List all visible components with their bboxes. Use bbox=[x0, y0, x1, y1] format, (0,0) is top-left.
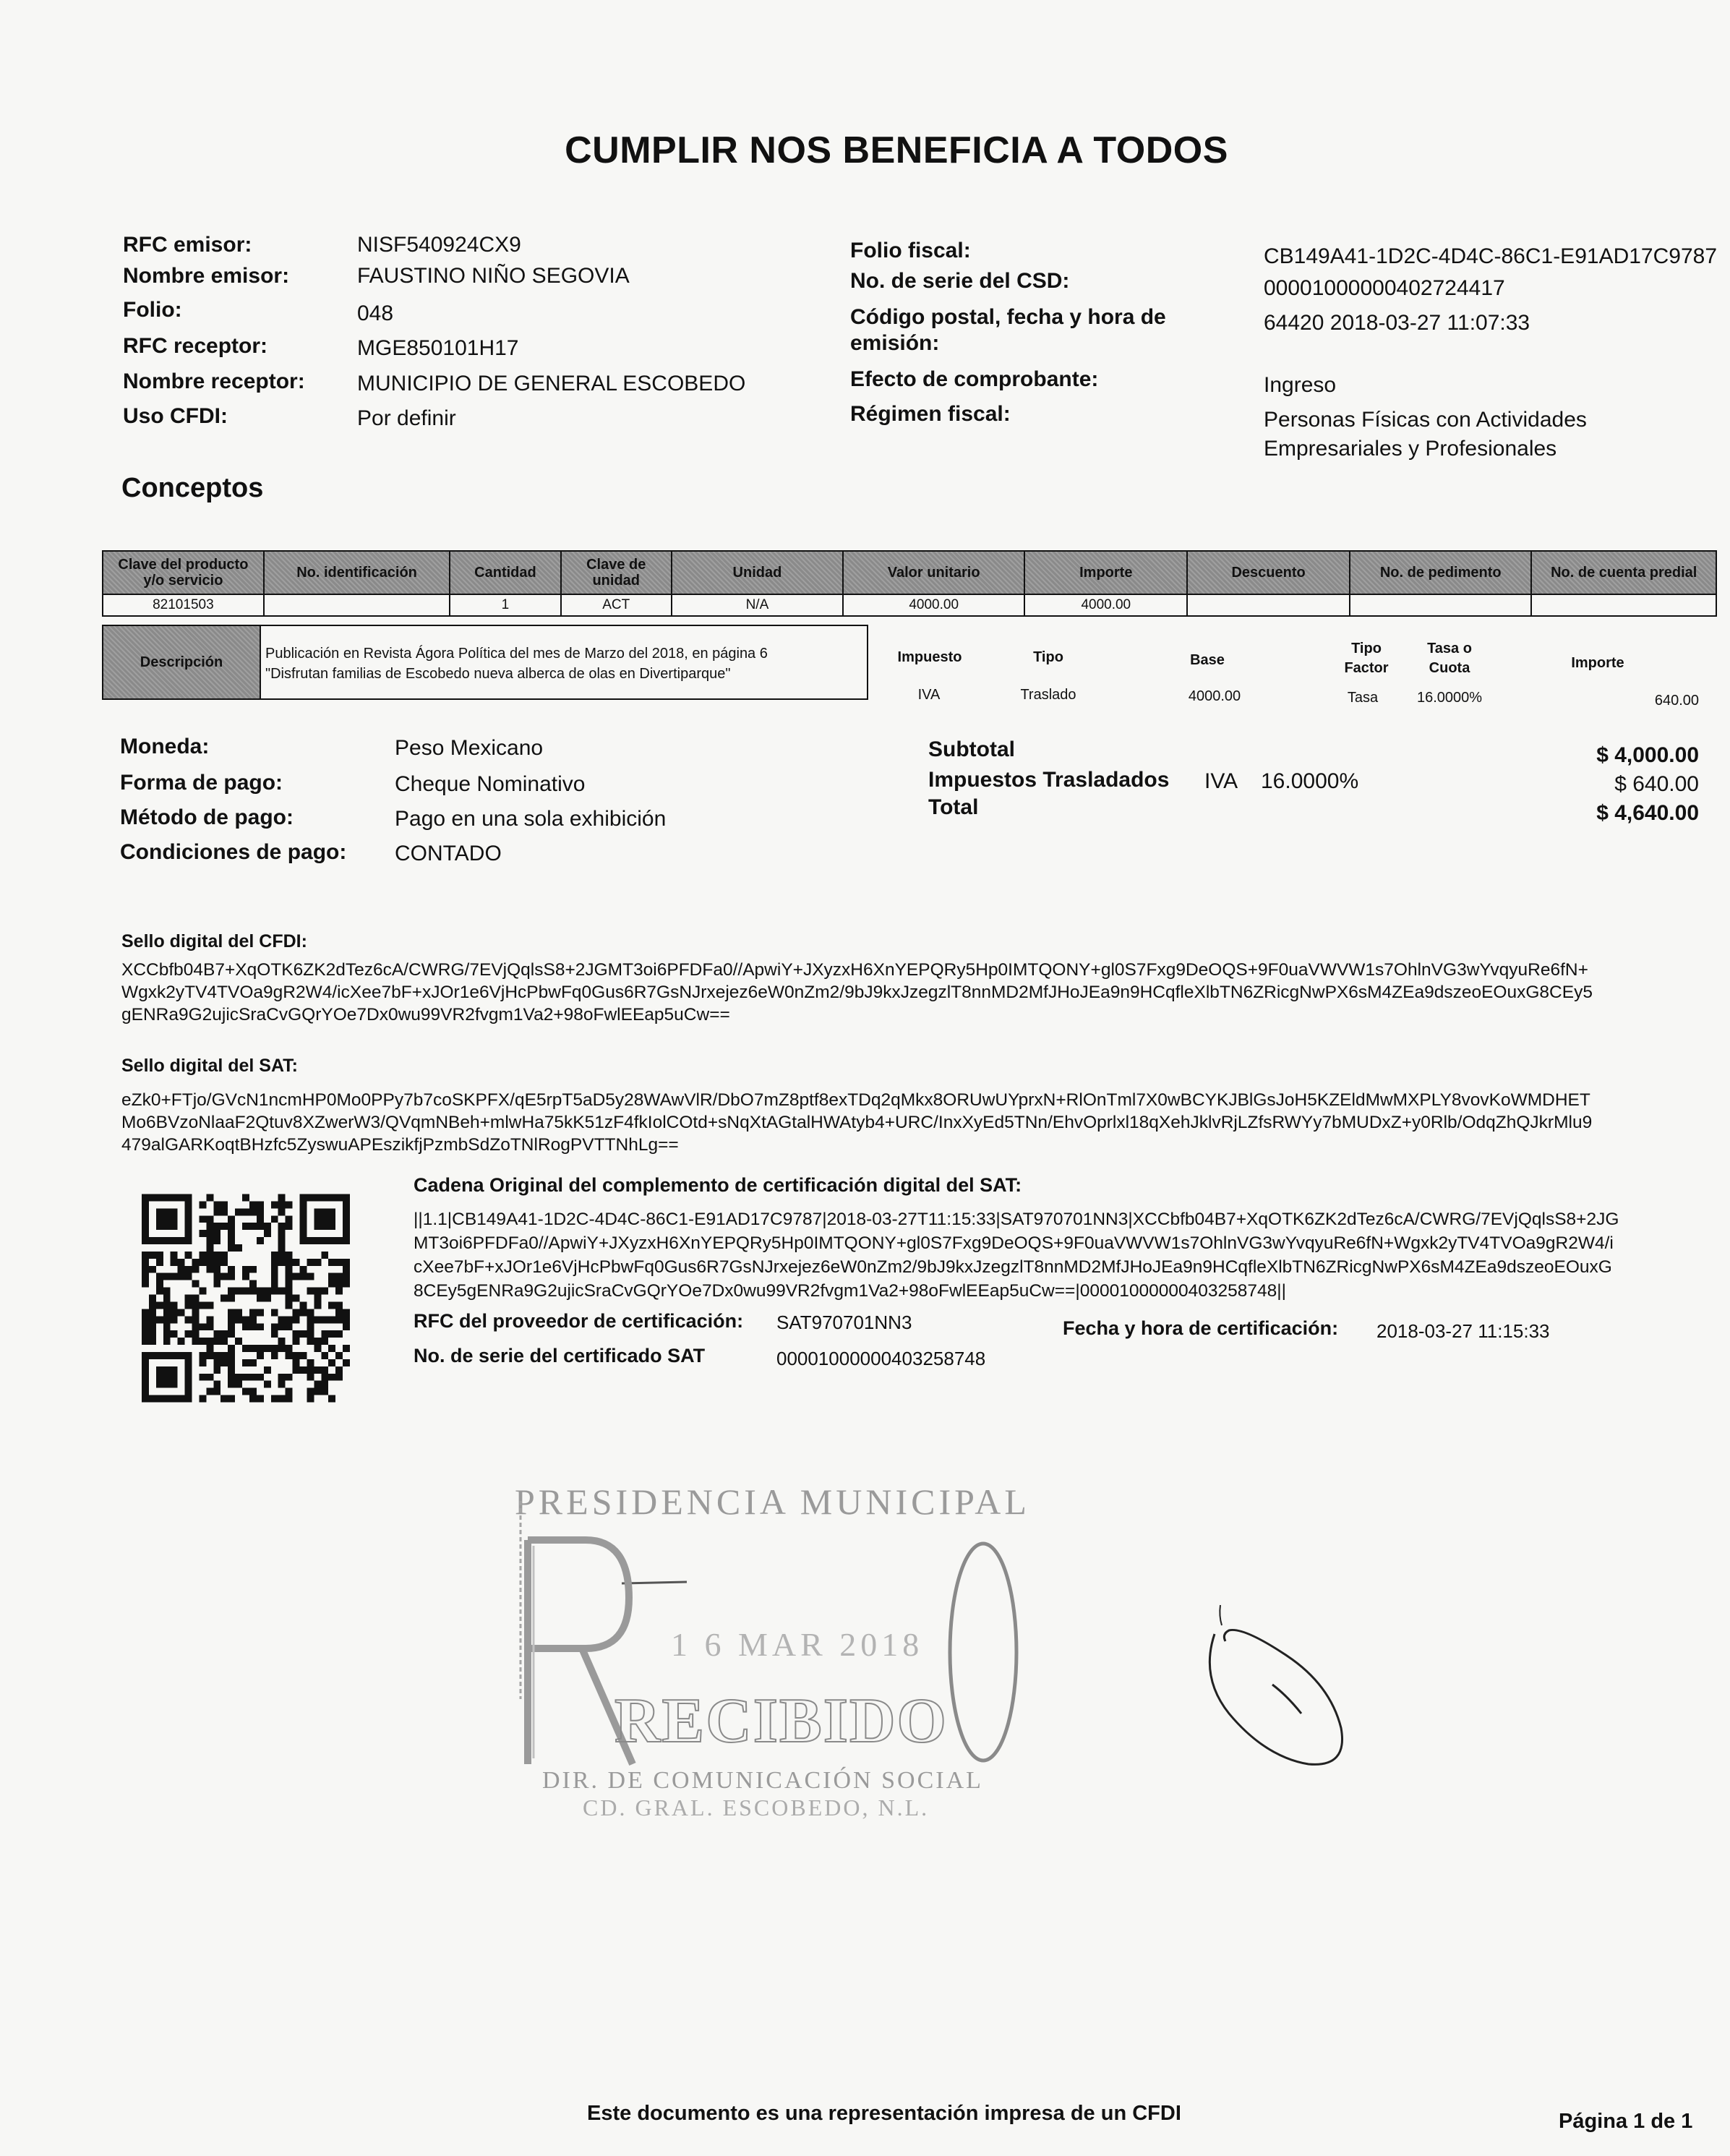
regimen-value-2: Empresariales y Profesionales bbox=[1264, 437, 1557, 461]
forma-pago-value: Cheque Nominativo bbox=[395, 772, 586, 796]
cadena-line-1: ||1.1|CB149A41-1D2C-4D4C-86C1-E91AD17C9787|2018-03-27T11:15:33|SAT970701NN3|XCCbfb04B7+XqOTK6ZK2dTez6cA/CWRG/7EVjQqlsS8+2JG bbox=[414, 1210, 1619, 1229]
rfc-proveedor-value: SAT970701NN3 bbox=[776, 1312, 912, 1333]
col-descuento: Descuento bbox=[1187, 551, 1350, 594]
sello-sat-line-1: eZk0+FTjo/GVcN1ncmHP0Mo0PPy7b7coSKPFX/qE5rpT5aD5y28WAwVlR/DbO7mZ8ptf8exTDq2qMkx8ORUwUYprxN+RlOnTml7X0wBCYKJBlGsJoH5KZEldMwMXPLY8vovKoWMDHET bbox=[121, 1090, 1590, 1110]
tax-h-impuesto: Impuesto bbox=[897, 649, 962, 665]
folio-fiscal-label: Folio fiscal: bbox=[850, 239, 971, 262]
tax-impuesto: IVA bbox=[917, 687, 941, 703]
tax-h-tipo: Tipo bbox=[1033, 649, 1063, 665]
uso-cfdi-label: Uso CFDI: bbox=[123, 404, 228, 428]
stamp-top-text: PRESIDENCIA MUNICIPAL bbox=[515, 1481, 1030, 1522]
tax-tipo-factor: Tasa bbox=[1347, 690, 1379, 706]
document-title: CUMPLIR NOS BENEFICIA A TODOS bbox=[565, 129, 1228, 171]
tax-h-base: Base bbox=[1190, 652, 1225, 668]
cell-valor-unitario: 4000.00 bbox=[843, 594, 1024, 616]
col-cantidad: Cantidad bbox=[450, 551, 560, 594]
cell-importe: 4000.00 bbox=[1024, 594, 1187, 616]
serie-sat-label: No. de serie del certificado SAT bbox=[414, 1345, 706, 1366]
rfc-proveedor-label: RFC del proveedor de certificación: bbox=[414, 1310, 744, 1332]
cp-label-2: emisión: bbox=[850, 331, 940, 355]
nombre-receptor-label: Nombre receptor: bbox=[123, 369, 305, 393]
cell-no-cuenta-predial bbox=[1531, 594, 1716, 616]
sello-sat-line-3: 479alGARKoqtBHzfc5ZyswuAPEszikfjPzmbSdZoTNlRogPVTTNhLg== bbox=[121, 1135, 679, 1155]
folio-label: Folio: bbox=[123, 298, 182, 322]
rfc-receptor-label: RFC receptor: bbox=[123, 334, 268, 358]
sello-sat-block bbox=[121, 1089, 1723, 1156]
tax-h-tipo-factor-2: Factor bbox=[1344, 660, 1389, 676]
metodo-pago-label: Método de pago: bbox=[120, 805, 294, 829]
col-no-cuenta-predial: No. de cuenta predial bbox=[1531, 551, 1716, 594]
cadena-block bbox=[414, 1207, 1722, 1303]
table-row bbox=[103, 594, 1716, 616]
tax-h-tasa-2: Cuota bbox=[1429, 660, 1470, 676]
sello-cfdi-line-2: Wgxk2yTV4TVOa9gR2W4/icXee7bF+xJOr1e6VjHcPbwFq0Gus6R7GsNJrxejez6eW0nZm2/9bJ9kxJzegzlT8nnMD2MfJHoJEa9n9HCqfleXlbTN6ZRicgNwPX6sM4ZEa9dszeoEOuxG8CEy5 bbox=[121, 983, 1593, 1002]
descripcion-line-2: "Disfrutan familias de Escobedo nueva alberca de olas en Divertiparque" bbox=[265, 666, 731, 682]
nombre-emisor-value: FAUSTINO NIÑO SEGOVIA bbox=[357, 264, 630, 288]
sello-cfdi-label: Sello digital del CFDI: bbox=[121, 931, 307, 951]
iva-label: IVA bbox=[1204, 769, 1238, 793]
cp-label-1: Código postal, fecha y hora de bbox=[850, 305, 1166, 329]
tax-tasa: 16.0000% bbox=[1416, 690, 1483, 706]
efecto-value: Ingreso bbox=[1264, 373, 1337, 397]
rfc-receptor-value: MGE850101H17 bbox=[357, 336, 519, 360]
col-clave-producto: Clave del producto y/o servicio bbox=[103, 551, 264, 594]
tax-h-tasa bbox=[1413, 639, 1486, 678]
sello-cfdi-line-3: gENRa9G2ujicSraCvGQrYOe7Dx0wu99VR2fvgm1Va2+98oFwlEEap5uCw== bbox=[121, 1005, 730, 1024]
cell-clave-unidad: ACT bbox=[561, 594, 672, 616]
tax-h-tipo-factor-1: Tipo bbox=[1351, 641, 1382, 656]
descripcion-label: Descripción bbox=[102, 625, 261, 700]
cell-clave-producto: 82101503 bbox=[103, 594, 264, 616]
cell-unidad: N/A bbox=[672, 594, 843, 616]
folio-value: 048 bbox=[357, 301, 394, 325]
subtotal-label: Subtotal bbox=[928, 737, 1015, 761]
csd-label: No. de serie del CSD: bbox=[850, 269, 1070, 293]
fecha-certificacion-label: Fecha y hora de certificación: bbox=[1063, 1317, 1339, 1339]
sello-cfdi-line-1: XCCbfb04B7+XqOTK6ZK2dTez6cA/CWRG/7EVjQqlsS8+2JGMT3oi6PFDFa0//ApwiY+JXyzxH6XnYEPQRy5Hp0IMTQONY+gl0S7Fxg9DeOQS+9F0uaVWVW1s7OhlnVG3wYvqyuRe6fN+ bbox=[121, 960, 1588, 980]
efecto-label: Efecto de comprobante: bbox=[850, 367, 1099, 391]
moneda-value: Peso Mexicano bbox=[395, 736, 544, 760]
col-no-identificacion: No. identificación bbox=[264, 551, 450, 594]
cadena-label: Cadena Original del complemento de certificación digital del SAT: bbox=[414, 1174, 1022, 1196]
descripcion-line-1: Publicación en Revista Ágora Política del mes de Marzo del 2018, en página 6 bbox=[265, 646, 768, 662]
page-number: Página 1 de 1 bbox=[1559, 2110, 1693, 2133]
forma-pago-label: Forma de pago: bbox=[120, 771, 283, 795]
csd-value: 00001000000402724417 bbox=[1264, 276, 1505, 300]
stamp-line-2: CD. GRAL. ESCOBEDO, N.L. bbox=[583, 1794, 930, 1821]
col-no-pedimento: No. de pedimento bbox=[1350, 551, 1531, 594]
concepts-table bbox=[102, 550, 1717, 617]
metodo-pago-value: Pago en una sola exhibición bbox=[395, 807, 667, 831]
rfc-emisor-label: RFC emisor: bbox=[123, 233, 252, 257]
tax-h-tipo-factor bbox=[1330, 639, 1403, 678]
iva-rate: 16.0000% bbox=[1261, 769, 1359, 793]
regimen-label: Régimen fiscal: bbox=[850, 402, 1011, 426]
concepts-header-row bbox=[103, 551, 1716, 594]
tax-tipo: Traslado bbox=[1020, 687, 1076, 703]
cadena-line-4: 8CEy5gENRa9G2ujicSraCvGQrYOe7Dx0wu99VR2fvgm1Va2+98oFwlEEap5uCw==|00001000000403258748|| bbox=[414, 1281, 1286, 1301]
qr-code bbox=[142, 1188, 350, 1408]
col-clave-unidad: Clave de unidad bbox=[561, 551, 672, 594]
cell-no-identificacion bbox=[264, 594, 450, 616]
col-importe: Importe bbox=[1024, 551, 1187, 594]
stamp-big-text: RECIBIDO bbox=[615, 1686, 948, 1756]
subtotal-value: $ 4,000.00 bbox=[1596, 743, 1699, 767]
tax-base: 4000.00 bbox=[1188, 688, 1241, 704]
stamp-line-1: DIR. DE COMUNICACIÓN SOCIAL bbox=[542, 1767, 983, 1794]
sello-sat-label: Sello digital del SAT: bbox=[121, 1056, 299, 1076]
total-label: Total bbox=[928, 795, 979, 819]
fecha-certificacion-value: 2018-03-27 11:15:33 bbox=[1376, 1320, 1550, 1342]
cell-cantidad: 1 bbox=[450, 594, 560, 616]
tax-h-importe: Importe bbox=[1571, 655, 1624, 671]
col-unidad: Unidad bbox=[672, 551, 843, 594]
condiciones-pago-value: CONTADO bbox=[395, 842, 502, 865]
condiciones-pago-label: Condiciones de pago: bbox=[120, 840, 347, 864]
impuestos-trasladados-label: Impuestos Trasladados bbox=[928, 768, 1170, 792]
cell-no-pedimento bbox=[1350, 594, 1531, 616]
stamp-date: 1 6 MAR 2018 bbox=[671, 1626, 924, 1663]
tax-h-tasa-1: Tasa o bbox=[1427, 641, 1472, 656]
sello-cfdi-block bbox=[121, 959, 1723, 1026]
conceptos-heading: Conceptos bbox=[121, 473, 264, 503]
received-stamp bbox=[506, 1468, 1041, 1836]
signature bbox=[1186, 1591, 1374, 1779]
rfc-emisor-value: NISF540924CX9 bbox=[357, 233, 521, 257]
serie-sat-value: 00001000000403258748 bbox=[776, 1348, 986, 1369]
moneda-label: Moneda: bbox=[120, 735, 210, 758]
cell-descuento bbox=[1187, 594, 1350, 616]
nombre-receptor-value: MUNICIPIO DE GENERAL ESCOBEDO bbox=[357, 372, 746, 395]
regimen-value-1: Personas Físicas con Actividades bbox=[1264, 408, 1587, 432]
footer-text: Este documento es una representación impresa de un CFDI bbox=[587, 2102, 1181, 2125]
tax-importe: 640.00 bbox=[1654, 693, 1699, 709]
cadena-line-3: cXee7bF+xJOr1e6VjHcPbwFq0Gus6R7GsNJrxejez6eW0nZm2/9bJ9kxJzegzlT8nnMD2MfJHoJEa9n9HCqfleXlbTN6ZRicgNwPX6sM4ZEa9dszeoEOuxG bbox=[414, 1257, 1612, 1277]
sello-sat-line-2: Mo6BVzoNlaaF2Qtuv8XZwerW3/QVqmNBeh+mlwHa75kK51zF4fkIolCOtd+sNqXtAGtalHWAtyb4+URC/InxXyEd5TNn/EhvOprlxl18qXehJklvRjLZfsRWYy7bMUDxZ+y0Rlb/OdqZhQJkrMlu9 bbox=[121, 1113, 1593, 1132]
col-valor-unitario: Valor unitario bbox=[843, 551, 1024, 594]
impuestos-value: $ 640.00 bbox=[1614, 772, 1699, 796]
total-value: $ 4,640.00 bbox=[1596, 801, 1699, 825]
nombre-emisor-label: Nombre emisor: bbox=[123, 264, 290, 288]
folio-fiscal-value: CB149A41-1D2C-4D4C-86C1-E91AD17C9787 bbox=[1264, 244, 1718, 268]
descripcion-box bbox=[260, 625, 868, 700]
uso-cfdi-value: Por definir bbox=[357, 406, 456, 430]
cp-value: 64420 2018-03-27 11:07:33 bbox=[1264, 311, 1530, 335]
cadena-line-2: MT3oi6PFDFa0//ApwiY+JXyzxH6XnYEPQRy5Hp0IMTQONY+gl0S7Fxg9DeOQS+9F0uaVWVW1s7OhlnVG3wYvqyuRe6fN+Wgxk2yTV4TVOa9gR2W4/i bbox=[414, 1233, 1614, 1253]
